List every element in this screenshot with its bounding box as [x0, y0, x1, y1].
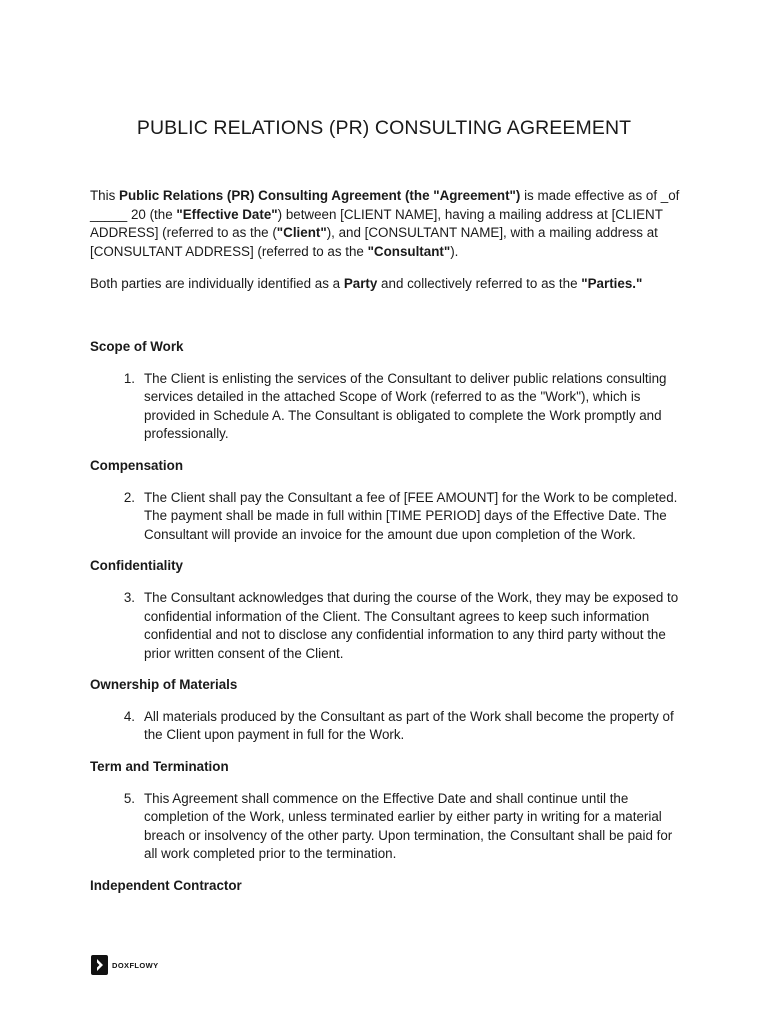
list-item-text: The Client shall pay the Consultant a fee of [FEE AMOUNT] for the Work to be completed. The payment shall be made in full within [TIME PERIOD] days of the Effective Date. The Consultant will provide an invoice for the amount due upon completion of the Work.: [144, 489, 678, 542]
intro-text-2: is made effective as of _of _____ 20 (the: [90, 188, 680, 222]
section-heading: Scope of Work: [90, 338, 184, 354]
footer-brand: [91, 955, 159, 975]
section-compensation: [90, 457, 680, 544]
section-heading: Independent Contractor: [90, 878, 242, 894]
section-ownership-of-materials: [90, 676, 680, 745]
parties-bold-parties: "Parties.": [581, 276, 643, 292]
list-item-text: The Client is enlisting the services of the Consultant to deliver public relations consulting services detailed in the attached Scope of Work (referred to as the "Work"), which is provided in Schedule A. The Consultant is obligated to complete the Work promptly and professionally.: [144, 370, 667, 442]
intro-text-3: ) between [CLIENT NAME], having a mailing address at [CLIENT ADDRESS] (referred to as the (: [90, 206, 663, 241]
parties-bold-party: Party: [343, 276, 378, 292]
doxflowy-logo-icon: [91, 955, 108, 975]
list-item: [90, 589, 680, 663]
section-heading: Compensation: [90, 457, 183, 473]
list-item-text: The Consultant acknowledges that during the course of the Work, they may be exposed to confidential information of the Client. The Consultant agrees to keep such information confidential and not to disclose any confidential information to any third party without the prior written consent of the Client.: [144, 589, 679, 661]
intro-text-5: ).: [450, 243, 459, 259]
intro-bold-agreement: Public Relations (PR) Consulting Agreement (the "Agreement"): [119, 188, 521, 203]
intro-paragraph: [90, 187, 680, 261]
section-heading: Ownership of Materials: [90, 677, 238, 693]
list-item: [90, 489, 680, 545]
section-confidentiality: [90, 557, 680, 663]
parties-text-1: Both parties are individually identified as a: [90, 276, 344, 292]
section-independent-contractor: [90, 877, 680, 896]
section-heading: Confidentiality: [90, 558, 183, 574]
section-term-and-termination: [90, 758, 680, 864]
parties-paragraph: [90, 275, 680, 294]
document-title: PUBLIC RELATIONS (PR) CONSULTING AGREEMENT: [136, 117, 632, 139]
list-number: 2.: [123, 489, 135, 505]
list-item: [90, 370, 680, 444]
brand-name: DOXFLOWY: [112, 960, 159, 970]
section-scope-of-work: [90, 338, 680, 444]
section-heading: Term and Termination: [90, 759, 229, 775]
parties-text-2: and collectively referred to as the: [377, 276, 582, 292]
intro-bold-consultant: "Consultant": [367, 243, 451, 259]
intro-text-1: This: [90, 188, 120, 203]
list-number: 3.: [123, 589, 135, 605]
document-body: [90, 187, 680, 909]
list-item: [90, 790, 680, 864]
list-item: [90, 708, 680, 745]
intro-bold-effective-date: "Effective Date": [176, 206, 278, 222]
list-number: 5.: [123, 790, 135, 806]
intro-bold-client: "Client": [276, 225, 327, 241]
list-item-text: This Agreement shall commence on the Effective Date and shall continue until the completion of the Work, unless terminated earlier by either party in writing for a material breach or insolvency of the other party. Upon termination, the Consultant shall be paid for all work completed prior to the termination.: [144, 790, 673, 862]
intro-text-4: ), and [CONSULTANT NAME], with a mailing address at [CONSULTANT ADDRESS] (referred to as the: [90, 225, 658, 259]
list-number: 4.: [123, 708, 135, 724]
list-number: 1.: [123, 370, 135, 386]
list-item-text: All materials produced by the Consultant as part of the Work shall become the property of the Client upon payment in full for the Work.: [144, 708, 674, 743]
